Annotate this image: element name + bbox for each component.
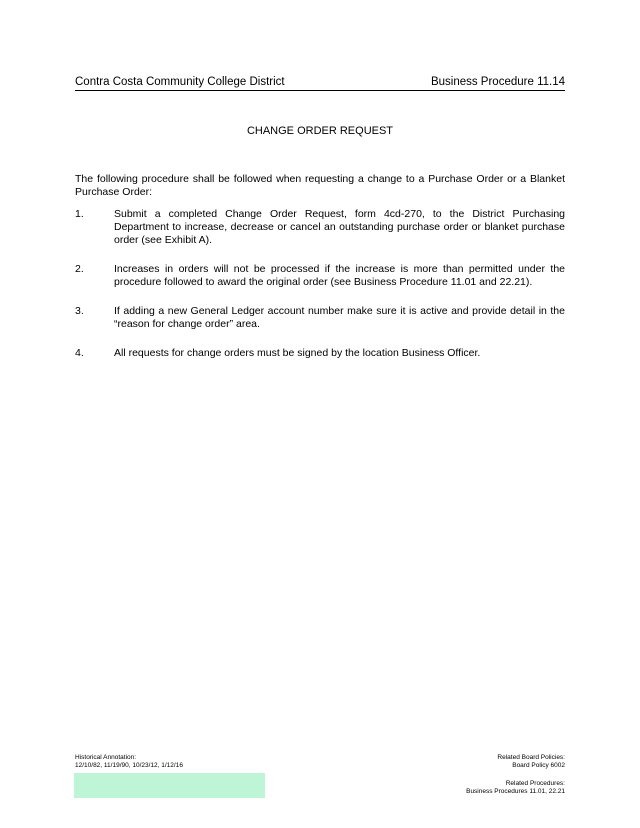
footer-historical-annotation [75, 754, 183, 770]
item-number: 4. [75, 347, 84, 359]
intro-paragraph: The following procedure shall be followed when requesting a change to a Purchase Order or a Blanket Purchase Order: [75, 173, 565, 198]
footer-related-references [466, 754, 565, 796]
historical-annotation-dates: 12/10/82, 11/19/90, 10/23/12, 1/12/16 [75, 762, 183, 769]
procedure-item-3 [75, 305, 565, 331]
header-procedure-number: Business Procedure 11.14 [430, 76, 565, 88]
procedure-item-2 [75, 263, 565, 289]
procedure-item-1 [75, 208, 565, 247]
document-title: CHANGE ORDER REQUEST [246, 125, 394, 137]
item-number: 1. [75, 208, 84, 220]
page-header [75, 75, 565, 91]
related-procedures-label: Related Procedures: [505, 780, 565, 787]
item-text: All requests for change orders must be signed by the location Business Officer. [114, 347, 481, 359]
item-number: 2. [75, 263, 84, 275]
item-text: Increases in orders will not be processed if the increase is more than permitted under the procedure followed to award the original order (see Business Procedure 11.01 and 22.21). [114, 263, 565, 288]
related-policies-value: Board Policy 6002 [512, 762, 565, 769]
item-number: 3. [75, 305, 84, 317]
procedure-item-4 [75, 347, 565, 360]
highlight-block [74, 773, 265, 798]
related-procedures-value: Business Procedures 11.01, 22.21 [466, 788, 565, 795]
historical-annotation-label: Historical Annotation: [75, 754, 137, 761]
footer-spacer [466, 770, 565, 780]
related-policies-label: Related Board Policies: [497, 754, 565, 761]
item-text: Submit a completed Change Order Request, form 4cd-270, to the District Purchasing Department to increase, decrease or cancel an outstanding purchase order or blanket purchase order (see Exhibit A). [114, 208, 565, 246]
header-district-name: Contra Costa Community College District [75, 76, 285, 88]
procedure-list [75, 208, 565, 376]
item-text: If adding a new General Ledger account number make sure it is active and provide detail in the “reason for change order” area. [114, 305, 565, 330]
